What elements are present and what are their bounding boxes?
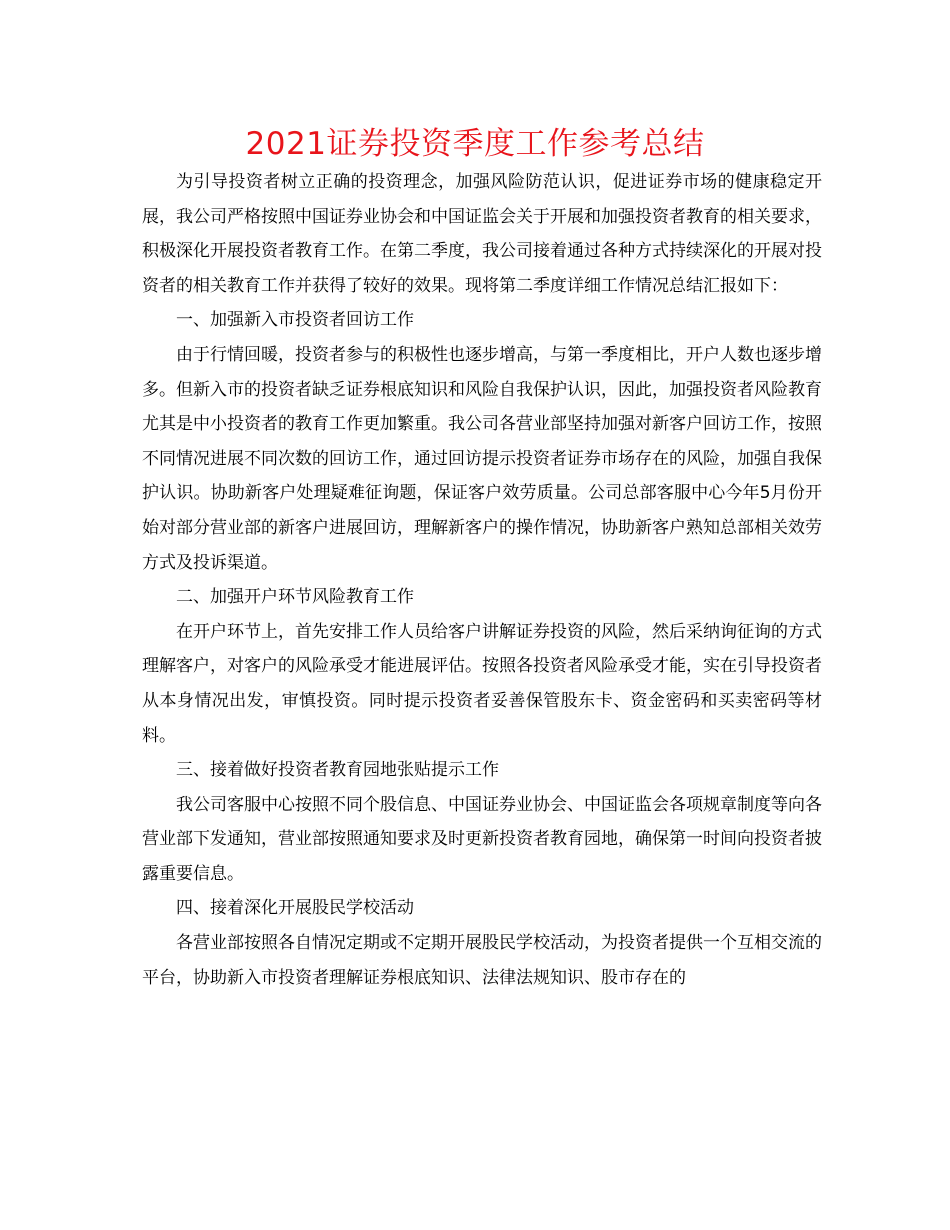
section-heading-2: 二、加强开户环节风险教育工作 [176,587,414,608]
section-paragraph-3: 我公司客服中心按照不同个股信息、中国证券业协会、中国证监会各项规章制度等向各营业部下发通知，营业部按照通知要求及时更新投资者教育园地，确保第一时间向投资者披露重要信息。 [142,794,822,884]
section-heading-3: 三、接着做好投资者教育园地张贴提示工作 [176,760,499,781]
section-paragraph-2: 在开户环节上，首先安排工作人员给客户讲解证券投资的风险，然后采纳询征询的方式理解客户，对客户的风险承受才能进展评估。按照各投资者风险承受才能，实在引导投资者从本身情况出发，审慎投资。同时提示投资者妥善保管股东卡、资金密码和买卖密码等材料。 [142,621,822,746]
section-paragraph-1: 由于行情回暖，投资者参与的积极性也逐步增高，与第一季度相比，开户人数也逐步增多。但新入市的投资者缺乏证券根底知识和风险自我保护认识，因此，加强投资者风险教育尤其是中小投资者的教育工作更加繁重。我公司各营业部坚持加强对新客户回访工作，按照不同情况进展不同次数的回访工作，通过回访提示投资者证券市场存在的风险，加强自我保护认识。协助新客户处理疑难征询题，保证客户效劳质量。公司总部客服中心今年5月份开始对部分营业部的新客户进展回访，理解新客户的操作情况，协助新客户熟知总部相关效劳方式及投诉渠道。 [142,344,822,573]
document-body [142,165,822,995]
intro-paragraph: 为引导投资者树立正确的投资理念，加强风险防范认识，促进证券市场的健康稳定开展，我公司严格按照中国证券业协会和中国证监会关于开展和加强投资者教育的相关要求，积极深化开展投资者教育工作。在第二季度，我公司接着通过各种方式持续深化的开展对投资者的相关教育工作并获得了较好的效果。现将第二季度详细工作情况总结汇报如下： [142,172,822,296]
section-heading-4: 四、接着深化开展股民学校活动 [176,898,414,919]
document-title: 2021证券投资季度工作参考总结 [245,126,705,162]
section-paragraph-4: 各营业部按照各自情况定期或不定期开展股民学校活动，为投资者提供一个互相交流的平台，协助新入市投资者理解证券根底知识、法律法规知识、股市存在的 [142,933,822,988]
section-heading-1: 一、加强新入市投资者回访工作 [176,310,414,331]
